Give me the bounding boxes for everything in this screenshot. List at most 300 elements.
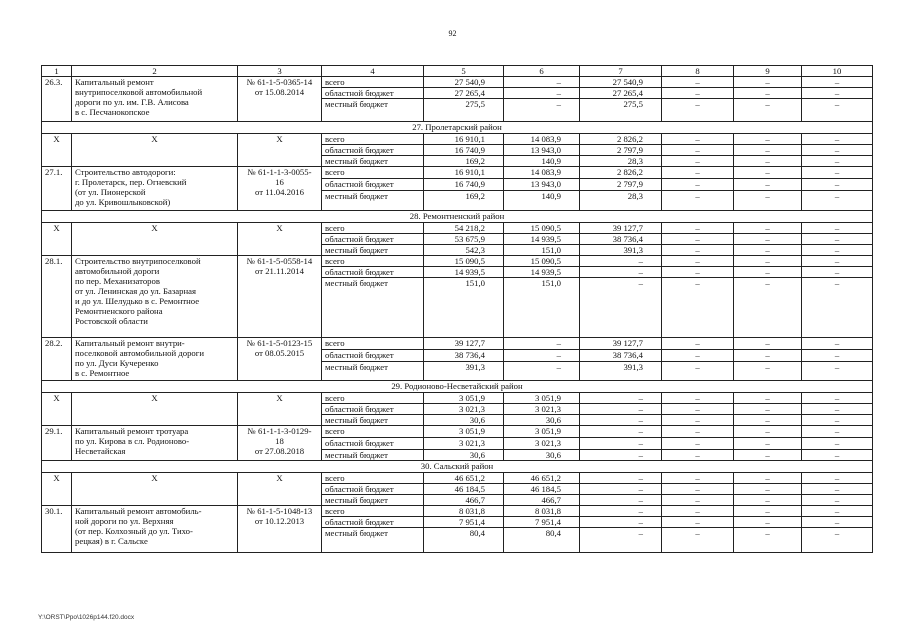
amount-col10: – bbox=[802, 234, 873, 245]
registration-doc-line: № 61-1-5-0558-14 bbox=[246, 256, 313, 266]
budget-source: местный бюджет bbox=[322, 415, 424, 426]
budget-source: областной бюджет bbox=[322, 179, 424, 191]
amount-col9: – bbox=[734, 393, 802, 404]
amount-col8: – bbox=[662, 338, 734, 350]
amount-total: 275,5 bbox=[424, 99, 504, 122]
amount-col6: 140,9 bbox=[504, 156, 580, 167]
object-name-line: по ул. Кирова в сл. Родионово- bbox=[75, 436, 190, 446]
amount-col9: – bbox=[734, 234, 802, 245]
amount-col10: – bbox=[802, 145, 873, 156]
object-name-line: Ремонтненского района bbox=[75, 306, 163, 316]
amount-col7: 391,3 bbox=[580, 362, 662, 381]
amount-col8: – bbox=[662, 350, 734, 362]
amount-col8: – bbox=[662, 415, 734, 426]
amount-col10: – bbox=[802, 393, 873, 404]
amount-col10: – bbox=[802, 438, 873, 450]
amount-col10: – bbox=[802, 473, 873, 484]
item-number: 28.1. bbox=[42, 256, 72, 338]
registration-doc bbox=[238, 338, 322, 381]
amount-col10: – bbox=[802, 517, 873, 528]
object-name-line: Капитальный ремонт внутри- bbox=[75, 338, 185, 348]
amount-col7: – bbox=[580, 426, 662, 438]
item-number: 26.3. bbox=[42, 77, 72, 122]
x-mark: Х bbox=[72, 223, 238, 256]
object-name-line: Несветайская bbox=[75, 446, 126, 456]
amount-col9: – bbox=[734, 404, 802, 415]
item-number: 29.1. bbox=[42, 426, 72, 461]
amount-col9: – bbox=[734, 256, 802, 267]
budget-source: областной бюджет bbox=[322, 88, 424, 99]
col-num: 2 bbox=[72, 66, 238, 77]
amount-col9: – bbox=[734, 506, 802, 517]
registration-doc-line: от 08.05.2015 bbox=[254, 348, 305, 358]
object-name-line: (от пер. Колхозный до ул. Тихо- bbox=[75, 526, 193, 536]
registration-doc bbox=[238, 77, 322, 122]
object-row bbox=[42, 167, 873, 179]
amount-col6: – bbox=[504, 350, 580, 362]
amount-col6: – bbox=[504, 362, 580, 381]
district-total-row bbox=[42, 223, 873, 234]
object-name-line: поселковой автомобильной дороги bbox=[75, 348, 204, 358]
budget-source: местный бюджет bbox=[322, 450, 424, 461]
amount-col8: – bbox=[662, 473, 734, 484]
amount-total: 391,3 bbox=[424, 362, 504, 381]
amount-col7: – bbox=[580, 415, 662, 426]
amount-col6: 15 090,5 bbox=[504, 223, 580, 234]
page-number: 92 bbox=[448, 29, 457, 38]
budget-source: местный бюджет bbox=[322, 245, 424, 256]
budget-source: всего bbox=[322, 426, 424, 438]
amount-col8: – bbox=[662, 278, 734, 338]
amount-total: 3 021,3 bbox=[424, 404, 504, 415]
amount-total: 7 951,4 bbox=[424, 517, 504, 528]
amount-col8: – bbox=[662, 517, 734, 528]
budget-source: всего bbox=[322, 338, 424, 350]
object-row bbox=[42, 506, 873, 517]
amount-col7: – bbox=[580, 528, 662, 553]
budget-source: областной бюджет bbox=[322, 234, 424, 245]
object-name bbox=[72, 167, 238, 211]
amount-col6: 151,0 bbox=[504, 278, 580, 338]
col-num: 3 bbox=[238, 66, 322, 77]
amount-col7: 2 797,9 bbox=[580, 179, 662, 191]
registration-doc-line: от 15.08.2014 bbox=[254, 87, 305, 97]
amount-col6: 3 021,3 bbox=[504, 404, 580, 415]
amount-col8: – bbox=[662, 450, 734, 461]
amount-col7: – bbox=[580, 404, 662, 415]
budget-source: всего bbox=[322, 134, 424, 145]
amount-col10: – bbox=[802, 179, 873, 191]
amount-col10: – bbox=[802, 223, 873, 234]
object-name-line: в с. Ремонтное bbox=[75, 368, 130, 378]
amount-total: 16 740,9 bbox=[424, 179, 504, 191]
amount-col9: – bbox=[734, 145, 802, 156]
object-name-line: дороги по ул. им. Г.В. Алисова bbox=[75, 97, 189, 107]
budget-source: местный бюджет bbox=[322, 362, 424, 381]
amount-col7: – bbox=[580, 517, 662, 528]
amount-col8: – bbox=[662, 267, 734, 278]
amount-col9: – bbox=[734, 450, 802, 461]
amount-col6: 15 090,5 bbox=[504, 256, 580, 267]
amount-col8: – bbox=[662, 245, 734, 256]
object-name bbox=[72, 426, 238, 461]
budget-source: местный бюджет bbox=[322, 278, 424, 338]
amount-col9: – bbox=[734, 528, 802, 553]
district-total-row bbox=[42, 134, 873, 145]
amount-col10: – bbox=[802, 256, 873, 267]
amount-col8: – bbox=[662, 145, 734, 156]
amount-col10: – bbox=[802, 156, 873, 167]
amount-col9: – bbox=[734, 156, 802, 167]
item-number: 28.2. bbox=[42, 338, 72, 381]
district-section-row bbox=[42, 381, 873, 393]
amount-total: 38 736,4 bbox=[424, 350, 504, 362]
object-row bbox=[42, 426, 873, 438]
amount-col9: – bbox=[734, 167, 802, 179]
amount-total: 16 910,1 bbox=[424, 134, 504, 145]
amount-col7: 275,5 bbox=[580, 99, 662, 122]
amount-col8: – bbox=[662, 99, 734, 122]
object-name-line: Капитальный ремонт bbox=[75, 77, 154, 87]
registration-doc-line: № 61-1-1-3-0055- bbox=[247, 167, 312, 177]
budget-source: всего bbox=[322, 77, 424, 88]
amount-col7: – bbox=[580, 438, 662, 450]
amount-col9: – bbox=[734, 350, 802, 362]
amount-col10: – bbox=[802, 450, 873, 461]
amount-total: 542,3 bbox=[424, 245, 504, 256]
amount-col9: – bbox=[734, 426, 802, 438]
amount-total: 80,4 bbox=[424, 528, 504, 553]
amount-col9: – bbox=[734, 338, 802, 350]
amount-col7: 38 736,4 bbox=[580, 234, 662, 245]
amount-total: 27 540,9 bbox=[424, 77, 504, 88]
object-name-line: по ул. Дуси Кучеренко bbox=[75, 358, 159, 368]
amount-total: 16 740,9 bbox=[424, 145, 504, 156]
amount-col7: – bbox=[580, 267, 662, 278]
amount-total: 3 051,9 bbox=[424, 426, 504, 438]
amount-col10: – bbox=[802, 245, 873, 256]
amount-col6: 3 021,3 bbox=[504, 438, 580, 450]
amount-col8: – bbox=[662, 223, 734, 234]
amount-col6: 46 184,5 bbox=[504, 484, 580, 495]
object-name-line: от ул. Ленинская до ул. Базарная bbox=[75, 286, 196, 296]
amount-col10: – bbox=[802, 77, 873, 88]
amount-col6: – bbox=[504, 77, 580, 88]
amount-total: 151,0 bbox=[424, 278, 504, 338]
amount-col6: 14 939,5 bbox=[504, 267, 580, 278]
object-name-line: рецкая) в г. Сальске bbox=[75, 536, 148, 546]
amount-col6: 13 943,0 bbox=[504, 145, 580, 156]
amount-total: 3 021,3 bbox=[424, 438, 504, 450]
amount-col10: – bbox=[802, 484, 873, 495]
amount-col6: – bbox=[504, 338, 580, 350]
budget-source: областной бюджет bbox=[322, 350, 424, 362]
budget-source: областной бюджет bbox=[322, 517, 424, 528]
amount-total: 53 675,9 bbox=[424, 234, 504, 245]
amount-col10: – bbox=[802, 267, 873, 278]
x-mark: Х bbox=[72, 393, 238, 426]
object-name-line: внутрипоселковой автомобильной bbox=[75, 87, 203, 97]
amount-col8: – bbox=[662, 156, 734, 167]
object-row bbox=[42, 338, 873, 350]
registration-doc-line: от 21.11.2014 bbox=[255, 266, 304, 276]
col-num: 9 bbox=[734, 66, 802, 77]
col-num: 4 bbox=[322, 66, 424, 77]
amount-col9: – bbox=[734, 415, 802, 426]
district-total-row bbox=[42, 473, 873, 484]
x-mark: Х bbox=[238, 223, 322, 256]
amount-col8: – bbox=[662, 77, 734, 88]
amount-col8: – bbox=[662, 234, 734, 245]
district-section-title: 27. Пролетарский район bbox=[42, 122, 873, 134]
amount-col9: – bbox=[734, 77, 802, 88]
amount-col10: – bbox=[802, 350, 873, 362]
amount-col7: – bbox=[580, 450, 662, 461]
amount-total: 8 031,8 bbox=[424, 506, 504, 517]
amount-col10: – bbox=[802, 404, 873, 415]
registration-doc-line: № 61-1-5-1048-13 bbox=[246, 506, 313, 516]
amount-col6: 140,9 bbox=[504, 191, 580, 211]
col-num: 7 bbox=[580, 66, 662, 77]
amount-col9: – bbox=[734, 88, 802, 99]
amount-col9: – bbox=[734, 191, 802, 211]
registration-doc-line: от 11.04.2016 bbox=[255, 187, 304, 197]
amount-col6: 30,6 bbox=[504, 415, 580, 426]
amount-col8: – bbox=[662, 495, 734, 506]
district-section-title: 30. Сальский район bbox=[42, 461, 873, 473]
registration-doc-line: 18 bbox=[275, 436, 284, 446]
budget-source: всего bbox=[322, 506, 424, 517]
amount-col10: – bbox=[802, 134, 873, 145]
amount-total: 15 090,5 bbox=[424, 256, 504, 267]
x-mark: Х bbox=[238, 134, 322, 167]
budget-source: всего bbox=[322, 223, 424, 234]
object-name bbox=[72, 506, 238, 553]
amount-col7: 28,3 bbox=[580, 156, 662, 167]
amount-col7: – bbox=[580, 393, 662, 404]
x-mark: Х bbox=[42, 223, 72, 256]
amount-col6: 3 051,9 bbox=[504, 393, 580, 404]
object-name-line: в с. Песчанокопское bbox=[75, 107, 150, 117]
amount-total: 3 051,9 bbox=[424, 393, 504, 404]
amount-col6: 7 951,4 bbox=[504, 517, 580, 528]
amount-col9: – bbox=[734, 245, 802, 256]
amount-col7: 39 127,7 bbox=[580, 338, 662, 350]
amount-col7: – bbox=[580, 506, 662, 517]
col-num: 5 bbox=[424, 66, 504, 77]
object-name-line: автомобильной дороги bbox=[75, 266, 160, 276]
amount-col6: 466,7 bbox=[504, 495, 580, 506]
district-section-row bbox=[42, 461, 873, 473]
object-name-line: Капитальный ремонт тротуара bbox=[75, 426, 189, 436]
object-row bbox=[42, 77, 873, 88]
budget-source: местный бюджет bbox=[322, 191, 424, 211]
budget-source: областной бюджет bbox=[322, 438, 424, 450]
budget-source: местный бюджет bbox=[322, 99, 424, 122]
registration-doc bbox=[238, 506, 322, 553]
budget-source: областной бюджет bbox=[322, 404, 424, 415]
amount-col7: 39 127,7 bbox=[580, 223, 662, 234]
district-section-title: 29. Родионово-Несветайский район bbox=[42, 381, 873, 393]
item-number: 30.1. bbox=[42, 506, 72, 553]
object-name-line: по пер. Механизаторов bbox=[75, 276, 160, 286]
amount-col8: – bbox=[662, 88, 734, 99]
budget-source: всего bbox=[322, 393, 424, 404]
amount-total: 14 939,5 bbox=[424, 267, 504, 278]
file-path-footer: Y:\ORST\Ppo\1026p144.f20.docx bbox=[38, 614, 135, 621]
object-name-line: Строительство внутрипоселковой bbox=[75, 256, 201, 266]
amount-col8: – bbox=[662, 256, 734, 267]
object-row bbox=[42, 256, 873, 267]
amount-col9: – bbox=[734, 99, 802, 122]
amount-col9: – bbox=[734, 484, 802, 495]
amount-total: 46 184,5 bbox=[424, 484, 504, 495]
amount-col6: 14 083,9 bbox=[504, 134, 580, 145]
registration-doc-line: № 61-1-1-3-0129- bbox=[247, 426, 312, 436]
amount-col9: – bbox=[734, 495, 802, 506]
amount-col10: – bbox=[802, 167, 873, 179]
amount-col7: – bbox=[580, 278, 662, 338]
amount-col10: – bbox=[802, 415, 873, 426]
object-name bbox=[72, 338, 238, 381]
amount-col7: 38 736,4 bbox=[580, 350, 662, 362]
object-name bbox=[72, 77, 238, 122]
amount-total: 39 127,7 bbox=[424, 338, 504, 350]
amount-col6: 14 083,9 bbox=[504, 167, 580, 179]
amount-col10: – bbox=[802, 495, 873, 506]
amount-total: 54 218,2 bbox=[424, 223, 504, 234]
district-section-row bbox=[42, 122, 873, 134]
amount-col8: – bbox=[662, 438, 734, 450]
amount-col10: – bbox=[802, 338, 873, 350]
amount-col7: 2 797,9 bbox=[580, 145, 662, 156]
amount-col10: – bbox=[802, 506, 873, 517]
object-name-line: и до ул. Шелудько в с. Ремонтное bbox=[75, 296, 200, 306]
x-mark: Х bbox=[72, 134, 238, 167]
amount-col7: 28,3 bbox=[580, 191, 662, 211]
amount-col7: 27 265,4 bbox=[580, 88, 662, 99]
object-name-line: г. Пролетарск, пер. Огневский bbox=[75, 177, 187, 187]
budget-source: местный бюджет bbox=[322, 156, 424, 167]
amount-col7: 2 826,2 bbox=[580, 167, 662, 179]
col-num: 1 bbox=[42, 66, 72, 77]
registration-doc-line: № 61-1-5-0365-14 bbox=[246, 77, 313, 87]
x-mark: Х bbox=[42, 134, 72, 167]
amount-col6: 151,0 bbox=[504, 245, 580, 256]
amount-col9: – bbox=[734, 134, 802, 145]
budget-table bbox=[41, 65, 873, 553]
amount-col6: 3 051,9 bbox=[504, 426, 580, 438]
amount-col9: – bbox=[734, 517, 802, 528]
registration-doc-line: № 61-1-5-0123-15 bbox=[246, 338, 313, 348]
amount-total: 30,6 bbox=[424, 450, 504, 461]
amount-total: 30,6 bbox=[424, 415, 504, 426]
registration-doc bbox=[238, 426, 322, 461]
budget-source: всего bbox=[322, 256, 424, 267]
amount-col10: – bbox=[802, 99, 873, 122]
budget-source: местный бюджет bbox=[322, 528, 424, 553]
district-section-title: 28. Ремонтненский район bbox=[42, 211, 873, 223]
amount-col9: – bbox=[734, 267, 802, 278]
amount-col7: – bbox=[580, 484, 662, 495]
amount-col9: – bbox=[734, 438, 802, 450]
registration-doc bbox=[238, 256, 322, 338]
amount-col6: 80,4 bbox=[504, 528, 580, 553]
amount-col6: 8 031,8 bbox=[504, 506, 580, 517]
amount-col7: 2 826,2 bbox=[580, 134, 662, 145]
amount-total: 169,2 bbox=[424, 156, 504, 167]
object-name-line: Капитальный ремонт автомобиль- bbox=[75, 506, 202, 516]
registration-doc bbox=[238, 167, 322, 211]
amount-col7: – bbox=[580, 256, 662, 267]
amount-col6: – bbox=[504, 88, 580, 99]
amount-col10: – bbox=[802, 426, 873, 438]
item-number: 27.1. bbox=[42, 167, 72, 211]
amount-col9: – bbox=[734, 362, 802, 381]
x-mark: Х bbox=[238, 393, 322, 426]
amount-total: 169,2 bbox=[424, 191, 504, 211]
amount-col9: – bbox=[734, 223, 802, 234]
registration-doc-line: от 27.08.2018 bbox=[254, 446, 305, 456]
amount-total: 46 651,2 bbox=[424, 473, 504, 484]
budget-source: местный бюджет bbox=[322, 495, 424, 506]
amount-total: 466,7 bbox=[424, 495, 504, 506]
registration-doc-line: 16 bbox=[275, 177, 284, 187]
amount-col8: – bbox=[662, 404, 734, 415]
amount-col7: 391,3 bbox=[580, 245, 662, 256]
amount-col10: – bbox=[802, 191, 873, 211]
amount-col6: 30,6 bbox=[504, 450, 580, 461]
amount-col8: – bbox=[662, 191, 734, 211]
x-mark: Х bbox=[238, 473, 322, 506]
amount-col8: – bbox=[662, 362, 734, 381]
amount-col7: – bbox=[580, 495, 662, 506]
amount-col7: – bbox=[580, 473, 662, 484]
budget-source: областной бюджет bbox=[322, 145, 424, 156]
amount-col10: – bbox=[802, 88, 873, 99]
amount-col9: – bbox=[734, 278, 802, 338]
amount-col10: – bbox=[802, 528, 873, 553]
col-num: 10 bbox=[802, 66, 873, 77]
object-name-line: Ростовской области bbox=[75, 316, 148, 326]
amount-col8: – bbox=[662, 528, 734, 553]
amount-col10: – bbox=[802, 362, 873, 381]
amount-col6: 14 939,5 bbox=[504, 234, 580, 245]
amount-col8: – bbox=[662, 506, 734, 517]
x-mark: Х bbox=[42, 393, 72, 426]
amount-col8: – bbox=[662, 484, 734, 495]
amount-total: 16 910,1 bbox=[424, 167, 504, 179]
amount-col6: – bbox=[504, 99, 580, 122]
column-number-row bbox=[42, 66, 873, 77]
amount-col8: – bbox=[662, 179, 734, 191]
x-mark: Х bbox=[72, 473, 238, 506]
amount-col6: 13 943,0 bbox=[504, 179, 580, 191]
budget-source: областной бюджет bbox=[322, 267, 424, 278]
amount-col9: – bbox=[734, 473, 802, 484]
object-name bbox=[72, 256, 238, 338]
amount-col8: – bbox=[662, 393, 734, 404]
amount-col8: – bbox=[662, 167, 734, 179]
amount-col8: – bbox=[662, 426, 734, 438]
amount-total: 27 265,4 bbox=[424, 88, 504, 99]
district-total-row bbox=[42, 393, 873, 404]
amount-col6: 46 651,2 bbox=[504, 473, 580, 484]
object-name-line: Строительство автодороги: bbox=[75, 167, 176, 177]
budget-source: областной бюджет bbox=[322, 484, 424, 495]
x-mark: Х bbox=[42, 473, 72, 506]
amount-col8: – bbox=[662, 134, 734, 145]
